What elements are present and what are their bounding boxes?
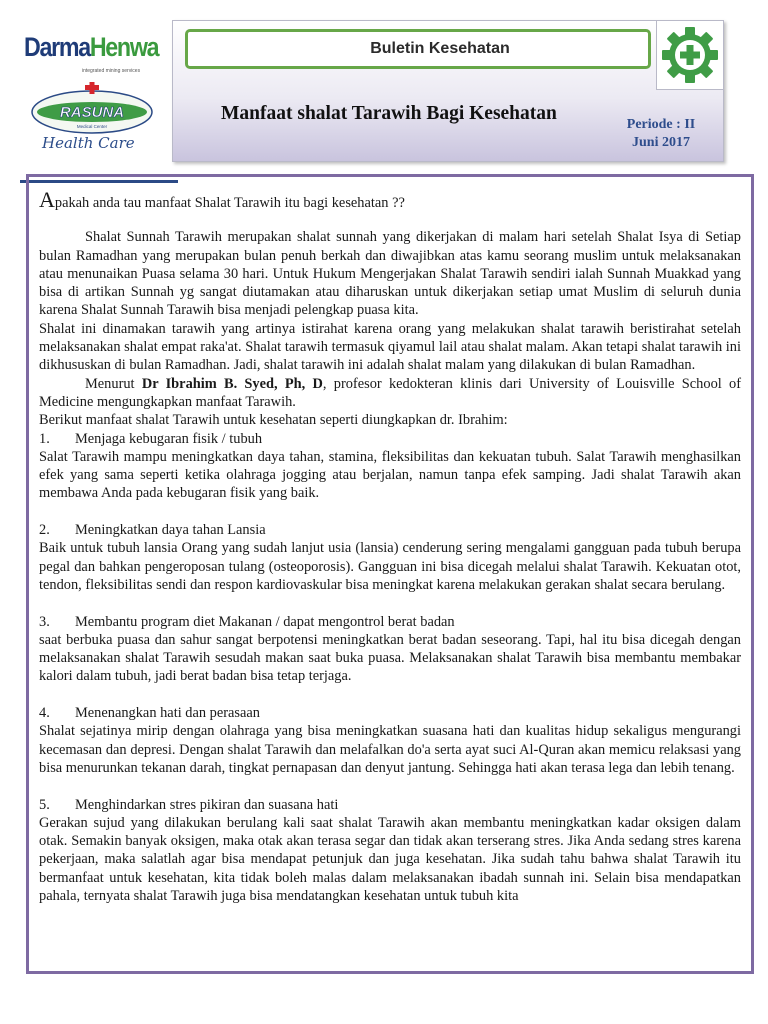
benefit-heading: 4. Menenangkan hati dan perasaan (39, 705, 260, 722)
rasuna-logo (28, 82, 156, 138)
benefit-body: Shalat sejatinya mirip dengan olahraga yang bisa meningkatkan suasana hati dan kualitas hidup sekaligus mengurangi kecemasan dan depresi. Dengan shalat Tarawih dan melafalkan do'a serta ayat suci Al-Quran akan memicu relaksasi yang bisa menurunkan tekanan darah, tingkat pernapasan dan denyut jantung. Sehingga hati akan terasa lega dan lebih tenang. (39, 723, 741, 776)
benefit-heading: 1. Menjaga kebugaran fisik / tubuh (39, 430, 263, 447)
article-body (26, 174, 754, 974)
period-label: Periode : II (626, 117, 696, 132)
rasuna-subtitle: Medical Center (76, 124, 108, 129)
paragraph-meaning: Shalat ini dinamakan tarawih yang artinya istirahat karena orang yang melakukan shalat tarawih beristirahat setelah melaksanakan shalat empat raka'at. Shalat tarawih termasuk qiyamul lail atau shalat malam. Akan tetapi shalat tarawih ini dikhususkan di bulan Ramadhan. Jadi, shalat tarawih ini adalah shalat malam yang dilakukan di bulan Ramadhan. (39, 320, 741, 374)
bulletin-header (172, 20, 724, 162)
darmahenwa-wordmark: DarmaHenwa (24, 32, 159, 62)
benefit-heading: 5. Menghindarkan stres pikiran dan suasana hati (39, 796, 339, 813)
page-title: Manfaat shalat Tarawih Bagi Kesehatan (221, 103, 557, 124)
intro-question: Apakah anda tau manfaat Shalat Tarawih itu bagi kesehatan ?? (39, 187, 405, 212)
benefit-heading: 2. Meningkatkan daya tahan Lansia (39, 522, 266, 539)
issue-period (601, 116, 721, 152)
paragraph-source: Menurut Dr Ibrahim B. Syed, Ph, D, profesor kedokteran klinis dari University of Louisville School of Medicine mengungkapkan manfaat Tarawih. (39, 375, 741, 410)
bulletin-label: Buletin Kesehatan (185, 29, 651, 69)
benefit-body: saat berbuka puasa dan sahur sangat berpotensi meningkatkan berat badan seseorang. Tapi, hal itu bisa dicegah dengan melaksanakan shalat Tarawih sesudah makan saat buka puasa. Melaksanakan shalat Tarawih bisa membantu membakar kalori dalam tubuh, jadi berat badan bisa tetap terjaga. (39, 631, 741, 685)
benefit-body: Baik untuk tubuh lansia Orang yang sudah lanjut usia (lansia) cenderung sering mengalami gangguan pada tubuh berupa pegal dan bahkan pengeroposan tulang (osteoporosis). Gangguan ini bisa dicegah melalui shalat Tarawih. Kekuatan otot, tendon, fleksibilitas sendi dan respon kardiovaskular bisa meningkat karena melakukan gerakan shalat secara berulang. (39, 540, 741, 593)
drop-cap: A (39, 187, 55, 212)
paragraph-definition: Shalat Sunnah Tarawih merupakan shalat sunnah yang dikerjakan di malam hari setelah Shalat Isya di Setiap bulan Ramadhan yang merupakan bulan penuh berkah dan diwajibkan atas kamu seorang muslim untuk melaksanakan atau menunaikan Puasa selama 30 hari. Untuk Hukum Mengerjakan Shalat Tarawih sendiri ialah Sunnah Muakkad yang bisa di artikan Sunnah yg sangat diutamakan atau diharuskan untuk dikerjakan setiap umat Muslim di seluruh dunia karena Shalat Sunnah Tarawih bisa menjadi pelengkap puasa kita. (39, 229, 741, 319)
issue-date: Juni 2017 (632, 135, 690, 150)
benefit-body: Salat Tarawih mampu meningkatkan daya tahan, stamina, fleksibilitas dan kekuatan tubuh. Salat Tarawih menghasilkan efek yang sama seperti ketika olahraga jogging atau berjalan, namun tanpa efek samping. Jadi shalat Tarawih akan membawa Anda pada kebugaran fisik yang baik. (39, 448, 741, 502)
rasuna-text: RASUNA (59, 104, 125, 121)
benefit-heading: 3. Membantu program diet Makanan / dapat mengontrol berat badan (39, 613, 455, 630)
health-gear-badge (656, 20, 724, 90)
benefit-body: Gerakan sujud yang dilakukan berulang kali saat shalat Tarawih akan membantu meningkatkan kadar oksigen dalam otak. Semakin banyak oksigen, maka otak akan terasa segar dan tidak akan terserang stres. Jika Anda sedang stres karena pekerjaan, maka salatlah agar bisa mendapat petunjuk dan juga kesehatan. Jika sudah tahu bahwa shalat Tarawih itu bermanfaat untuk kesehatan, kita tidak boleh malas dalam melaksanakan ibadah sunnah ini. Selain bisa mendapatkan pahala, ternyata shalat Tarawih juga bisa mendatangkan kesehatan untuk tubuh kita (39, 814, 741, 904)
expert-name: Dr Ibrahim B. Syed, Ph, D (141, 375, 323, 392)
healthcare-script: Health Care (42, 134, 135, 152)
paragraph-list-intro: Berikut manfaat shalat Tarawih untuk kesehatan seperti diungkapkan dr. Ibrahim: (39, 412, 508, 429)
company-logo (20, 22, 162, 154)
gear-cross-icon (660, 25, 720, 85)
darmahenwa-tagline: integrated mining services (82, 68, 141, 74)
